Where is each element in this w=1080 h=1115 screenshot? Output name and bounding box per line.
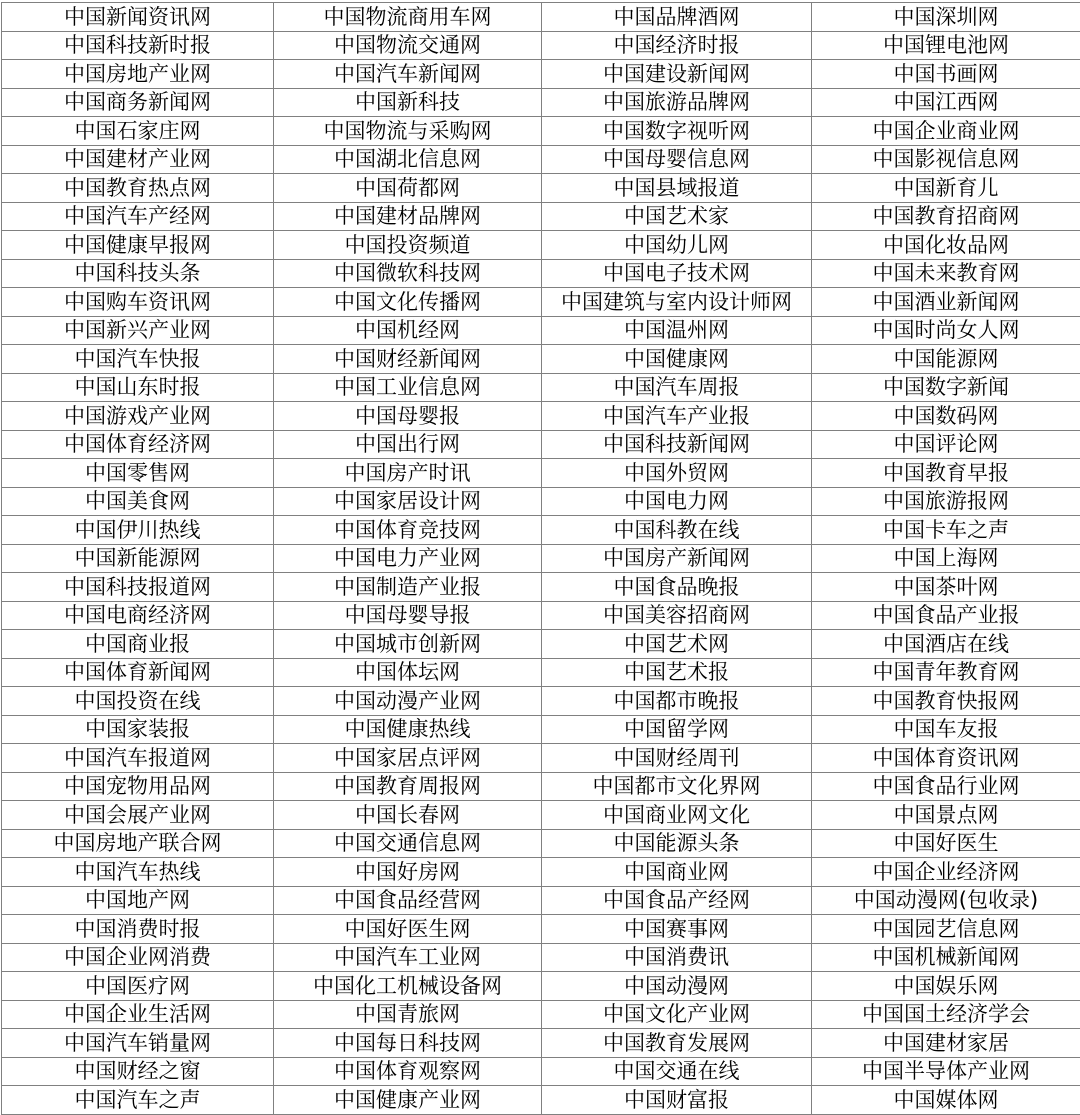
table-cell[interactable]: 中国汽车销量网 bbox=[2, 1029, 274, 1058]
table-cell[interactable]: 中国温州网 bbox=[542, 316, 812, 345]
table-cell[interactable]: 中国商业网 bbox=[542, 858, 812, 887]
table-row bbox=[2, 858, 1080, 887]
table-cell[interactable]: 中国教育早报 bbox=[812, 459, 1080, 488]
table-cell[interactable]: 中国伊川热线 bbox=[2, 516, 274, 545]
table-cell[interactable]: 中国上海网 bbox=[812, 544, 1080, 573]
table-cell[interactable]: 中国制造产业报 bbox=[274, 573, 542, 602]
table-cell[interactable]: 中国企业生活网 bbox=[2, 1000, 274, 1029]
table-cell[interactable]: 中国锂电池网 bbox=[812, 31, 1080, 60]
table-cell[interactable]: 中国科技新闻网 bbox=[542, 430, 812, 459]
table-cell[interactable]: 中国车友报 bbox=[812, 715, 1080, 744]
table-row bbox=[2, 345, 1080, 374]
table-cell[interactable]: 中国教育发展网 bbox=[542, 1029, 812, 1058]
table-cell[interactable]: 中国建材品牌网 bbox=[274, 202, 542, 231]
table-cell[interactable]: 中国艺术家 bbox=[542, 202, 812, 231]
table-cell[interactable]: 中国国土经济学会 bbox=[812, 1000, 1080, 1029]
table-cell[interactable]: 中国地产网 bbox=[2, 886, 274, 915]
table-cell[interactable]: 中国长春网 bbox=[274, 801, 542, 830]
table-cell[interactable]: 中国山东时报 bbox=[2, 373, 274, 402]
table-row bbox=[2, 88, 1080, 117]
table-cell[interactable]: 中国房产新闻网 bbox=[542, 544, 812, 573]
table-row bbox=[2, 630, 1080, 659]
table-cell[interactable]: 中国新闻资讯网 bbox=[2, 3, 274, 32]
table-cell[interactable]: 中国出行网 bbox=[274, 430, 542, 459]
table-row bbox=[2, 772, 1080, 801]
table-cell[interactable]: 中国母婴信息网 bbox=[542, 145, 812, 174]
table-cell[interactable]: 中国美容招商网 bbox=[542, 601, 812, 630]
table-row bbox=[2, 487, 1080, 516]
table-cell[interactable]: 中国艺术网 bbox=[542, 630, 812, 659]
table-row bbox=[2, 430, 1080, 459]
table-cell[interactable]: 中国电力网 bbox=[542, 487, 812, 516]
table-cell[interactable]: 中国投资频道 bbox=[274, 231, 542, 260]
table-cell[interactable]: 中国茶叶网 bbox=[812, 573, 1080, 602]
table-cell[interactable]: 中国房地产联合网 bbox=[2, 829, 274, 858]
table-cell[interactable]: 中国卡车之声 bbox=[812, 516, 1080, 545]
table-cell[interactable]: 中国教育周报网 bbox=[274, 772, 542, 801]
table-cell[interactable]: 中国企业经济网 bbox=[812, 858, 1080, 887]
table-cell[interactable]: 中国食品晚报 bbox=[542, 573, 812, 602]
table-cell[interactable]: 中国食品经营网 bbox=[274, 886, 542, 915]
table-cell[interactable]: 中国酒店在线 bbox=[812, 630, 1080, 659]
table-cell[interactable]: 中国家居点评网 bbox=[274, 744, 542, 773]
table-cell[interactable]: 中国汽车报道网 bbox=[2, 744, 274, 773]
table-cell[interactable]: 中国景点网 bbox=[812, 801, 1080, 830]
table-cell[interactable]: 中国园艺信息网 bbox=[812, 915, 1080, 944]
table-cell[interactable]: 中国时尚女人网 bbox=[812, 316, 1080, 345]
table-cell[interactable]: 中国财富报 bbox=[542, 1086, 812, 1115]
table-cell[interactable]: 中国赛事网 bbox=[542, 915, 812, 944]
table-cell[interactable]: 中国科技头条 bbox=[2, 259, 274, 288]
table-cell[interactable]: 中国建设新闻网 bbox=[542, 60, 812, 89]
table-row bbox=[2, 402, 1080, 431]
table-cell[interactable]: 中国动漫网 bbox=[542, 972, 812, 1001]
table-cell[interactable]: 中国企业网消费 bbox=[2, 943, 274, 972]
table-row bbox=[2, 744, 1080, 773]
table-cell[interactable]: 中国科技新时报 bbox=[2, 31, 274, 60]
table-cell[interactable]: 中国化妆品网 bbox=[812, 231, 1080, 260]
table-cell[interactable]: 中国宠物用品网 bbox=[2, 772, 274, 801]
table-row bbox=[2, 1029, 1080, 1058]
table-cell[interactable]: 中国新兴产业网 bbox=[2, 316, 274, 345]
table-row bbox=[2, 1000, 1080, 1029]
table-row bbox=[2, 373, 1080, 402]
table-cell[interactable]: 中国母婴报 bbox=[274, 402, 542, 431]
table-cell[interactable]: 中国建筑与室内设计师网 bbox=[542, 288, 812, 317]
table-cell[interactable]: 中国房地产业网 bbox=[2, 60, 274, 89]
table-row bbox=[2, 202, 1080, 231]
table-cell[interactable]: 中国微软科技网 bbox=[274, 259, 542, 288]
table-cell[interactable]: 中国青年教育网 bbox=[812, 658, 1080, 687]
table-cell[interactable]: 中国建材家居 bbox=[812, 1029, 1080, 1058]
table-cell[interactable]: 中国消费讯 bbox=[542, 943, 812, 972]
table-cell[interactable]: 中国经济时报 bbox=[542, 31, 812, 60]
table-cell[interactable]: 中国建材产业网 bbox=[2, 145, 274, 174]
table-cell[interactable]: 中国健康热线 bbox=[274, 715, 542, 744]
table-cell[interactable]: 中国石家庄网 bbox=[2, 117, 274, 146]
table-cell[interactable]: 中国文化产业网 bbox=[542, 1000, 812, 1029]
table-cell[interactable]: 中国投资在线 bbox=[2, 687, 274, 716]
table-cell[interactable]: 中国幼儿网 bbox=[542, 231, 812, 260]
table-cell[interactable]: 中国教育招商网 bbox=[812, 202, 1080, 231]
table-cell[interactable]: 中国数字视听网 bbox=[542, 117, 812, 146]
table-row bbox=[2, 259, 1080, 288]
table-cell[interactable]: 中国商业报 bbox=[2, 630, 274, 659]
table-cell[interactable]: 中国新能源网 bbox=[2, 544, 274, 573]
table-cell[interactable]: 中国商务新闻网 bbox=[2, 88, 274, 117]
table-cell[interactable]: 中国交通信息网 bbox=[274, 829, 542, 858]
table-cell[interactable]: 中国汽车快报 bbox=[2, 345, 274, 374]
table-cell[interactable]: 中国好医生网 bbox=[274, 915, 542, 944]
table-cell[interactable]: 中国品牌酒网 bbox=[542, 3, 812, 32]
table-row bbox=[2, 886, 1080, 915]
table-cell[interactable]: 中国机经网 bbox=[274, 316, 542, 345]
table-cell[interactable]: 中国未来教育网 bbox=[812, 259, 1080, 288]
table-cell[interactable]: 中国健康早报网 bbox=[2, 231, 274, 260]
table-row bbox=[2, 1086, 1080, 1115]
table-cell[interactable]: 中国县域报道 bbox=[542, 174, 812, 203]
table-cell[interactable]: 中国动漫产业网 bbox=[274, 687, 542, 716]
table-cell[interactable]: 中国汽车新闻网 bbox=[274, 60, 542, 89]
table-cell[interactable]: 中国动漫网(包收录) bbox=[812, 886, 1080, 915]
table-cell[interactable]: 中国数字新闻 bbox=[812, 373, 1080, 402]
table-cell[interactable]: 中国青旅网 bbox=[274, 1000, 542, 1029]
table-cell[interactable]: 中国家装报 bbox=[2, 715, 274, 744]
table-cell[interactable]: 中国体育资讯网 bbox=[812, 744, 1080, 773]
table-cell[interactable]: 中国科教在线 bbox=[542, 516, 812, 545]
table-cell[interactable]: 中国数码网 bbox=[812, 402, 1080, 431]
table-cell[interactable]: 中国电商经济网 bbox=[2, 601, 274, 630]
table-row bbox=[2, 1057, 1080, 1086]
table-cell[interactable]: 中国会展产业网 bbox=[2, 801, 274, 830]
table-cell[interactable]: 中国文化传播网 bbox=[274, 288, 542, 317]
table-cell[interactable]: 中国汽车产业报 bbox=[542, 402, 812, 431]
table-cell[interactable]: 中国新科技 bbox=[274, 88, 542, 117]
table-cell[interactable]: 中国荷都网 bbox=[274, 174, 542, 203]
table-body bbox=[2, 3, 1080, 1115]
table-cell[interactable]: 中国好医生 bbox=[812, 829, 1080, 858]
table-cell[interactable]: 中国医疗网 bbox=[2, 972, 274, 1001]
table-cell[interactable]: 中国体育观察网 bbox=[274, 1057, 542, 1086]
table-cell[interactable]: 中国教育快报网 bbox=[812, 687, 1080, 716]
table-row bbox=[2, 60, 1080, 89]
table-cell[interactable]: 中国财经之窗 bbox=[2, 1057, 274, 1086]
table-cell[interactable]: 中国汽车之声 bbox=[2, 1086, 274, 1115]
table-cell[interactable]: 中国科技报道网 bbox=[2, 573, 274, 602]
table-cell[interactable]: 中国美食网 bbox=[2, 487, 274, 516]
table-row bbox=[2, 145, 1080, 174]
table-cell[interactable]: 中国留学网 bbox=[542, 715, 812, 744]
table-cell[interactable]: 中国财经新闻网 bbox=[274, 345, 542, 374]
table-cell[interactable]: 中国食品行业网 bbox=[812, 772, 1080, 801]
table-cell[interactable]: 中国汽车产经网 bbox=[2, 202, 274, 231]
table-row bbox=[2, 316, 1080, 345]
table-row bbox=[2, 174, 1080, 203]
table-cell[interactable]: 中国汽车热线 bbox=[2, 858, 274, 887]
table-cell[interactable]: 中国酒业新闻网 bbox=[812, 288, 1080, 317]
table-cell[interactable]: 中国健康产业网 bbox=[274, 1086, 542, 1115]
table-cell[interactable]: 中国外贸网 bbox=[542, 459, 812, 488]
table-cell[interactable]: 中国半导体产业网 bbox=[812, 1057, 1080, 1086]
table-cell[interactable]: 中国都市晚报 bbox=[542, 687, 812, 716]
table-cell[interactable]: 中国工业信息网 bbox=[274, 373, 542, 402]
table-cell[interactable]: 中国好房网 bbox=[274, 858, 542, 887]
table-row bbox=[2, 972, 1080, 1001]
table-cell[interactable]: 中国食品产业报 bbox=[812, 601, 1080, 630]
table-row bbox=[2, 31, 1080, 60]
table-row bbox=[2, 601, 1080, 630]
table-cell[interactable]: 中国教育热点网 bbox=[2, 174, 274, 203]
table-cell[interactable]: 中国电力产业网 bbox=[274, 544, 542, 573]
media-list-table bbox=[1, 2, 1080, 1115]
table-row bbox=[2, 231, 1080, 260]
table-cell[interactable]: 中国能源网 bbox=[812, 345, 1080, 374]
table-row bbox=[2, 516, 1080, 545]
table-cell[interactable]: 中国新育儿 bbox=[812, 174, 1080, 203]
table-cell[interactable]: 中国零售网 bbox=[2, 459, 274, 488]
table-cell[interactable]: 中国体育竞技网 bbox=[274, 516, 542, 545]
table-cell[interactable]: 中国体育经济网 bbox=[2, 430, 274, 459]
table-row bbox=[2, 943, 1080, 972]
table-row bbox=[2, 687, 1080, 716]
table-cell[interactable]: 中国电子技术网 bbox=[542, 259, 812, 288]
table-cell[interactable]: 中国每日科技网 bbox=[274, 1029, 542, 1058]
table-cell[interactable]: 中国书画网 bbox=[812, 60, 1080, 89]
table-cell[interactable]: 中国食品产经网 bbox=[542, 886, 812, 915]
table-row bbox=[2, 658, 1080, 687]
table-cell[interactable]: 中国深圳网 bbox=[812, 3, 1080, 32]
table-cell[interactable]: 中国房产时讯 bbox=[274, 459, 542, 488]
table-cell[interactable]: 中国化工机械设备网 bbox=[274, 972, 542, 1001]
table-cell[interactable]: 中国消费时报 bbox=[2, 915, 274, 944]
table-cell[interactable]: 中国体育新闻网 bbox=[2, 658, 274, 687]
table-cell[interactable]: 中国母婴导报 bbox=[274, 601, 542, 630]
table-row bbox=[2, 915, 1080, 944]
table-row bbox=[2, 801, 1080, 830]
table-cell[interactable]: 中国汽车周报 bbox=[542, 373, 812, 402]
table-cell[interactable]: 中国财经周刊 bbox=[542, 744, 812, 773]
table-cell[interactable]: 中国游戏产业网 bbox=[2, 402, 274, 431]
table-cell[interactable]: 中国都市文化界网 bbox=[542, 772, 812, 801]
table-row bbox=[2, 3, 1080, 32]
table-cell[interactable]: 中国能源头条 bbox=[542, 829, 812, 858]
table-row bbox=[2, 715, 1080, 744]
table-cell[interactable]: 中国家居设计网 bbox=[274, 487, 542, 516]
table-cell[interactable]: 中国艺术报 bbox=[542, 658, 812, 687]
table-cell[interactable]: 中国健康网 bbox=[542, 345, 812, 374]
table-cell[interactable]: 中国交通在线 bbox=[542, 1057, 812, 1086]
table-cell[interactable]: 中国影视信息网 bbox=[812, 145, 1080, 174]
table-row bbox=[2, 544, 1080, 573]
table-row bbox=[2, 459, 1080, 488]
table-cell[interactable]: 中国商业网文化 bbox=[542, 801, 812, 830]
table-cell[interactable]: 中国购车资讯网 bbox=[2, 288, 274, 317]
table-row bbox=[2, 288, 1080, 317]
table-cell[interactable]: 中国江西网 bbox=[812, 88, 1080, 117]
table-cell[interactable]: 中国企业商业网 bbox=[812, 117, 1080, 146]
table-cell[interactable]: 中国评论网 bbox=[812, 430, 1080, 459]
table-cell[interactable]: 中国汽车工业网 bbox=[274, 943, 542, 972]
table-row bbox=[2, 573, 1080, 602]
table-cell[interactable]: 中国旅游品牌网 bbox=[542, 88, 812, 117]
table-cell[interactable]: 中国湖北信息网 bbox=[274, 145, 542, 174]
table-cell[interactable]: 中国旅游报网 bbox=[812, 487, 1080, 516]
table-cell[interactable]: 中国物流与采购网 bbox=[274, 117, 542, 146]
table-row bbox=[2, 829, 1080, 858]
table-cell[interactable]: 中国城市创新网 bbox=[274, 630, 542, 659]
table-cell[interactable]: 中国物流商用车网 bbox=[274, 3, 542, 32]
table-cell[interactable]: 中国体坛网 bbox=[274, 658, 542, 687]
table-cell[interactable]: 中国物流交通网 bbox=[274, 31, 542, 60]
table-cell[interactable]: 中国娱乐网 bbox=[812, 972, 1080, 1001]
table-cell[interactable]: 中国机械新闻网 bbox=[812, 943, 1080, 972]
table-cell[interactable]: 中国媒体网 bbox=[812, 1086, 1080, 1115]
table-row bbox=[2, 117, 1080, 146]
